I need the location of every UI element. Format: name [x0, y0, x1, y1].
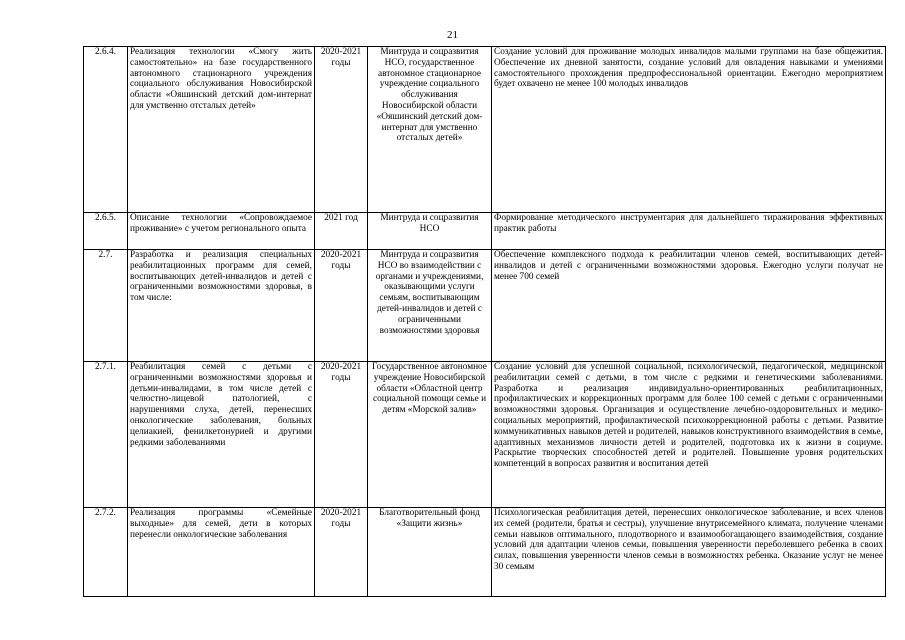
table-row [84, 47, 886, 213]
period: 2020-2021 годы [315, 508, 368, 597]
row-number: 2.6.5. [84, 213, 128, 250]
table-row [84, 362, 886, 508]
measure-name: Реабилитация семей с детьми с ограниченными возможностями здоровья и детьми-инвалидами, в том числе детей с челюстно-лицевой патологией, с нарушениями слуха, детей, перенесших онкологические заболевания, больных целиакией, фенилкетонурией и другими редкими заболеваниями [128, 362, 315, 508]
executors: Государственное автономное учреждение Новосибирской области «Областной центр социальной помощи семье и детям «Морской залив» [368, 362, 492, 508]
expected-result: Создание условий для успешной социальной, психологической, педагогической, медицинской реабилитации семей с детьми, в том числе с редкими и генетическими заболеваниями. Разработка и реализация индивидуально-ориентированных реабилитационных, профилактических и коррекционных программ для более 100 семей с детьми с ограниченными возможностями здоровья. Организация и осуществление лечебно-оздоровительных и медико-социальных мероприятий, профилактической психокоррекционной работы с детьми. Развитие коммуникативных навыков детей и родителей, навыков конструктивного взаимодействия в семье, адаптивных механизмов личности детей и родителей, подготовка их к жизни в социуме. Раскрытие творческих способностей детей и родителей. Повышение уровня родительских компетенций в вопросах развития и воспитания детей [492, 362, 886, 508]
measures-table [83, 46, 886, 597]
executors: Благотворительный фонд «Защити жизнь» [368, 508, 492, 597]
expected-result: Формирование методического инструментария для дальнейшего тиражирования эффективных практик работы [492, 213, 886, 250]
row-number: 2.6.4. [84, 47, 128, 213]
measure-name: Описание технологии «Сопровождаемое проживание» с учетом регионального опыта [128, 213, 315, 250]
measure-name: Реализация технологии «Смогу жить самостоятельно» на базе государственного автономного стационарного учреждения социального обслуживания Новосибирской области «Ояшинский детский дом-интернат для умственно отсталых детей» [128, 47, 315, 213]
table-row [84, 508, 886, 597]
expected-result: Обеспечение комплексного подхода к реабилитации членов семей, воспитывающих детей-инвалидов и детей с ограниченными возможностями здоровья. Ежегодно услуги получат не менее 700 семей [492, 250, 886, 362]
measure-name: Разработка и реализация специальных реабилитационных программ для семей, воспитывающих детей-инвалидов и детей с ограниченными возможностями здоровья, в том числе: [128, 250, 315, 362]
period: 2021 год [315, 213, 368, 250]
table-row [84, 250, 886, 362]
page-number: 21 [447, 29, 458, 41]
executors: Минтруда и соцразвития НСО, государственное автономное стационарное учреждение социального обслуживания Новосибирской области «Ояшинский детский дом-интернат для умственно отсталых детей» [368, 47, 492, 213]
row-number: 2.7.2. [84, 508, 128, 597]
measure-name: Реализация программы «Семейные выходные» для семей, дети в которых перенесли онкологические заболевания [128, 508, 315, 597]
executors: Минтруда и соцразвития НСО во взаимодействии с органами и учреждениями, оказывающими услуги семьям, воспитывающим детей-инвалидов и детей с ограниченными возможностями здоровья [368, 250, 492, 362]
table-row [84, 213, 886, 250]
expected-result: Психологическая реабилитация детей, перенесших онкологическое заболевание, и всех членов их семей (родители, братья и сестры), улучшение внутрисемейного климата, получение членами семьи навыков оптимального, плодотворного и взаимообогащающего взаимодействия, создание условий для адаптации членов семьи, повышения уверенности переболевшего ребенка в своих силах, повышения уверенности членов семьи в возможностях ребенка. Оказание услуг не менее 30 семьям [492, 508, 886, 597]
period: 2020-2021 годы [315, 250, 368, 362]
row-number: 2.7. [84, 250, 128, 362]
row-number: 2.7.1. [84, 362, 128, 508]
period: 2020-2021 годы [315, 362, 368, 508]
period: 2020-2021 годы [315, 47, 368, 213]
executors: Минтруда и соцразвития НСО [368, 213, 492, 250]
expected-result: Создание условий для проживание молодых инвалидов малыми группами на базе общежития. Обеспечение их дневной занятости, создание условий для овладения навыками и умениями самостоятельного прохождения предпрофессиональной ориентации. Ежегодно мероприятием будет охвачено не менее 100 молодых инвалидов [492, 47, 886, 213]
